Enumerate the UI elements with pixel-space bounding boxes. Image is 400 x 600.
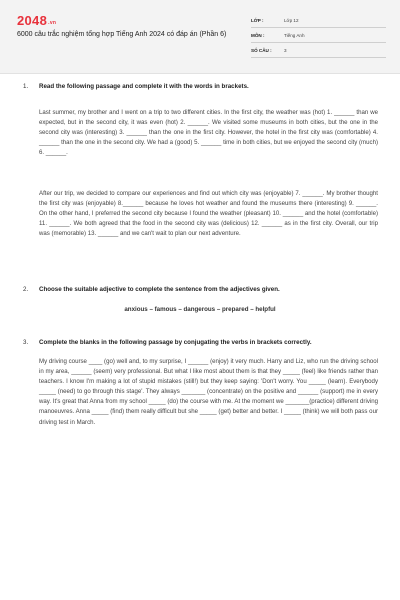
document-header	[0, 0, 400, 74]
document-title: 6000 câu trắc nghiệm tổng hợp Tiếng Anh 2024 có đáp án (Phần 6)	[17, 31, 227, 38]
meta-value-grade: Lớp 12	[284, 17, 299, 23]
question-number: 1.	[23, 83, 29, 90]
logo-suffix: .vn	[48, 20, 57, 26]
meta-table	[251, 14, 386, 59]
question-title: Complete the blanks in the following passage by conjugating the verbs in brackets correctly.	[39, 339, 312, 346]
question-number: 2.	[23, 286, 29, 293]
adjective-list: anxious – famous – dangerous – prepared – helpful	[124, 306, 276, 313]
passage-paragraph: My driving course ____ (go) well and, to my surprise, I ______ (enjoy) it very much. Harry and Liz, who run the driving school in my area, ______ (seem) very professional. But what I like most about them is that they _____ (feel) like friends rather than teachers. I know I'm making a lot of stupid mistakes (still!) but they keep saying: 'Don't worry. You _____ (learn). Everybody _____ (need) to go through this stage'. They always _______ (concentrate) on the positive and ______ (support) me in every way. It's great that Anna from my school _____ (do) the course with me. At the moment we _______(practice) different driving manoeuvres. Anna _____ (find) them really difficult but she _____ (get) better and better. I _____ (think) we will both pass our driving test in March.	[39, 358, 378, 426]
meta-value-count: 3	[284, 47, 287, 53]
meta-key-subject: MÔN :	[251, 32, 265, 38]
meta-row-grade	[251, 14, 386, 28]
meta-key-count: SỐ CÂU :	[251, 47, 272, 53]
meta-value-subject: Tiếng Anh	[284, 32, 305, 38]
passage-paragraph: Last summer, my brother and I went on a trip to two different cities. In the first city, the weather was (hot) 1. ______ than we expected, but in the second city, it was even (hot) 2. ______. We visited some museums in both cities, but the one in the second city was (interesting) 3. ______ than the one in the first city. However, the hotel in the first city was (comfortable) 4. ______ than the one in the second city. We had a (good) 5. ______ time in both cities, but we enjoyed the second city (much) 6. ______.	[39, 109, 378, 157]
question-title: Choose the suitable adjective to complete the sentence from the adjectives given.	[39, 286, 280, 293]
logo-text: 2048	[17, 13, 48, 28]
meta-row-subject	[251, 29, 386, 43]
site-logo[interactable]	[17, 13, 56, 28]
meta-row-count	[251, 44, 386, 58]
passage-paragraph: After our trip, we decided to compare our experiences and find out which city was (enjoyable) 7. ______. My brother thought the first city was (enjoyable) 8.______ because he loves hot weather and found the museums there (interesting) 9. ______. On the other hand, I preferred the second city because I found the weather (pleasant) 10. ______ and the hotel (comfortable) 11. ______. We both agreed that the food in the second city was (delicious) 12. ______ as in the first city. Overall, our trip was (memorable) 13. ______ and we can't wait to plan our next adventure.	[39, 190, 378, 238]
question-title: Read the following passage and complete it with the words in brackets.	[39, 83, 249, 90]
question-number: 3.	[23, 339, 29, 346]
meta-key-grade: LỚP :	[251, 17, 264, 23]
